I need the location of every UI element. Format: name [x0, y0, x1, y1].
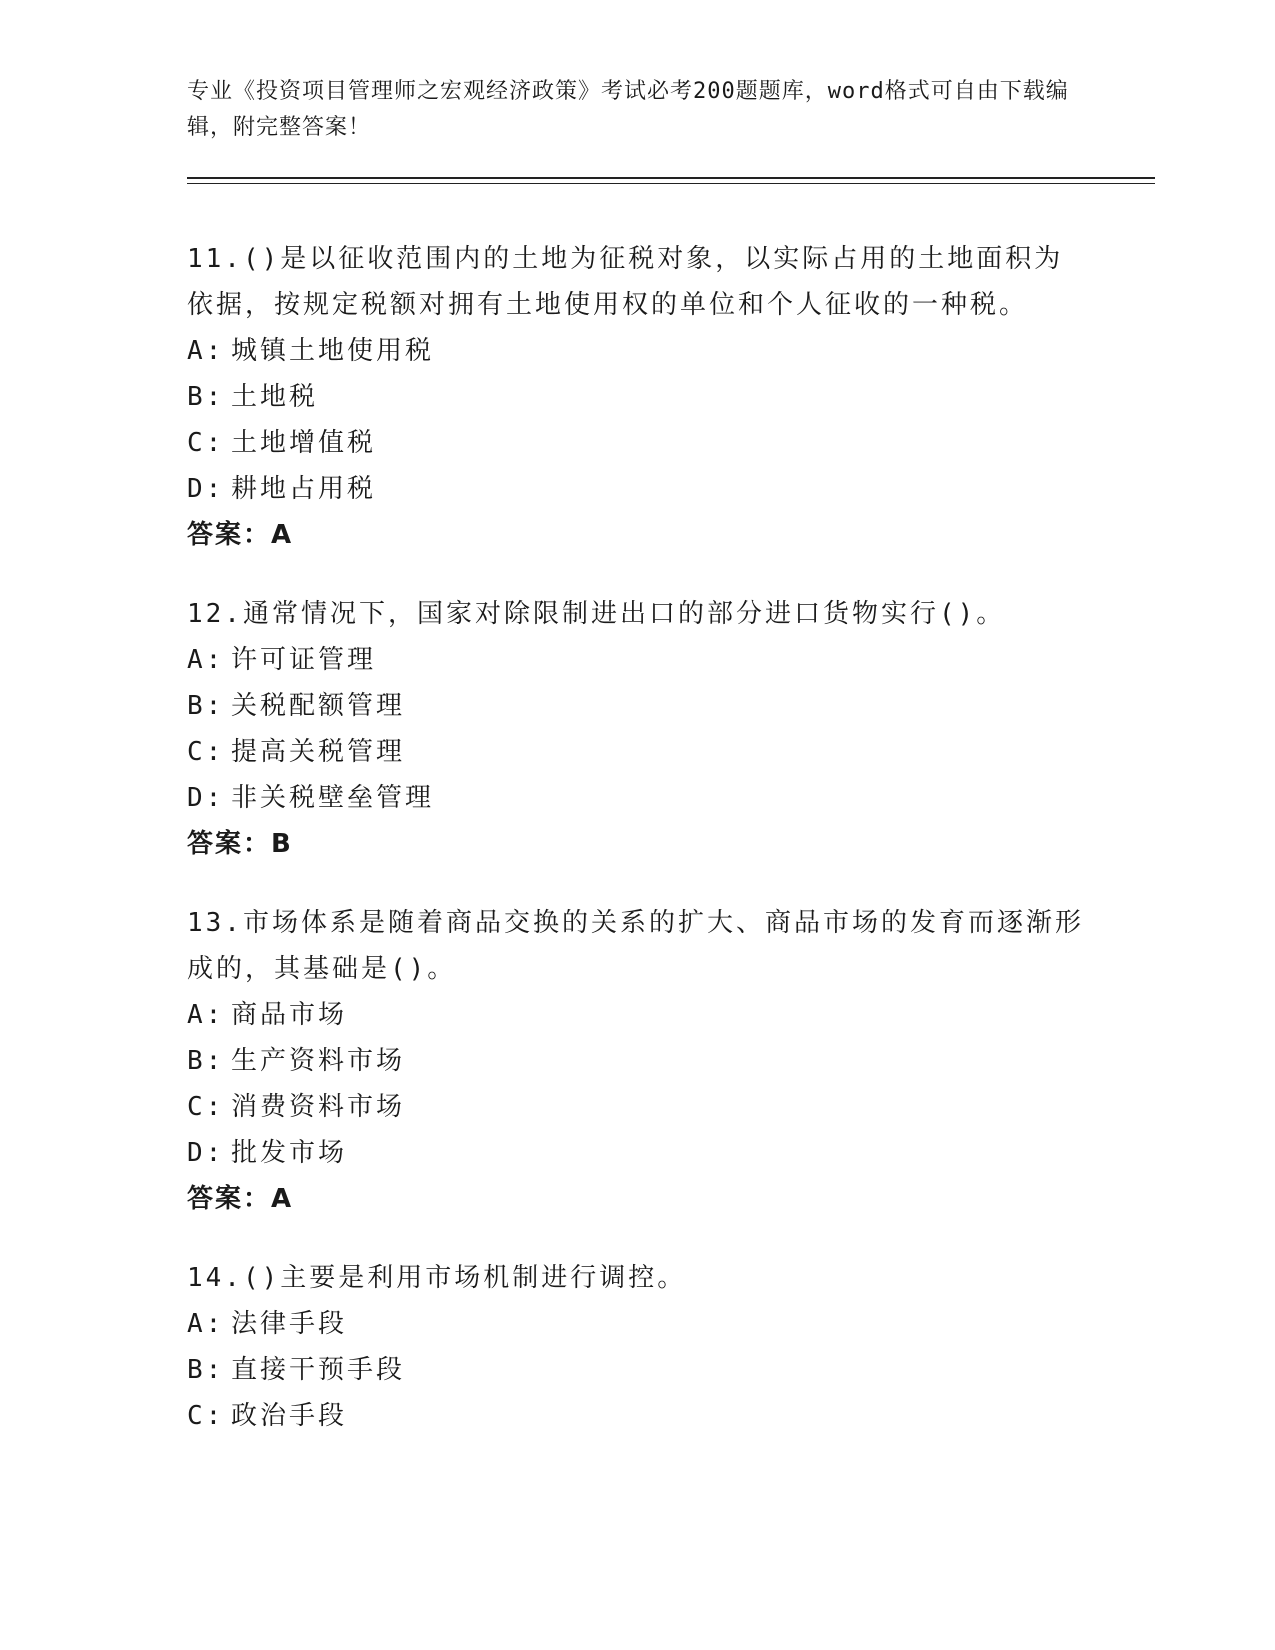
option-letter: B:: [187, 1355, 225, 1385]
option-text: 商品市场: [231, 1000, 348, 1030]
option-d: [187, 1130, 1087, 1176]
option-letter: C:: [187, 737, 225, 767]
question-11: [187, 236, 1087, 558]
option-text: 提高关税管理: [231, 737, 406, 767]
option-text: 城镇土地使用税: [231, 336, 435, 366]
option-c: [187, 420, 1087, 466]
answer-line: 答案：B: [187, 829, 293, 859]
option-text: 关税配额管理: [231, 691, 406, 721]
option-c: [187, 1084, 1087, 1130]
option-text: 生产资料市场: [231, 1046, 406, 1076]
option-b: [187, 1038, 1087, 1084]
question-list: [187, 236, 1087, 1472]
option-c: [187, 1393, 1087, 1439]
option-text: 批发市场: [231, 1138, 348, 1168]
option-letter: D:: [187, 474, 225, 504]
option-text: 政治手段: [231, 1401, 348, 1431]
option-a: [187, 637, 1087, 683]
option-b: [187, 683, 1087, 729]
question-stem: 12.通常情况下，国家对除限制进出口的部分进口货物实行()。: [187, 599, 1006, 629]
option-letter: A:: [187, 336, 225, 366]
header-rule-thin: [187, 183, 1155, 184]
question-12: [187, 591, 1087, 867]
option-b: [187, 374, 1087, 420]
answer-line: 答案：A: [187, 520, 294, 550]
answer-line: 答案：A: [187, 1184, 294, 1214]
option-text: 直接干预手段: [231, 1355, 406, 1385]
option-letter: C:: [187, 428, 225, 458]
option-letter: C:: [187, 1092, 225, 1122]
question-stem: 13.市场体系是随着商品交换的关系的扩大、商品市场的发育而逐渐形成的，其基础是()。: [187, 908, 1084, 984]
option-text: 许可证管理: [231, 645, 377, 675]
option-text: 耕地占用税: [231, 474, 377, 504]
option-text: 非关税壁垒管理: [231, 783, 435, 813]
option-a: [187, 328, 1087, 374]
option-letter: B:: [187, 691, 225, 721]
option-letter: B:: [187, 1046, 225, 1076]
header-rule-thick: [187, 177, 1155, 179]
option-b: [187, 1347, 1087, 1393]
option-letter: D:: [187, 1138, 225, 1168]
option-letter: D:: [187, 783, 225, 813]
option-a: [187, 1301, 1087, 1347]
option-letter: A:: [187, 1309, 225, 1339]
option-a: [187, 992, 1087, 1038]
option-d: [187, 775, 1087, 821]
question-stem: 14.()主要是利用市场机制进行调控。: [187, 1263, 687, 1293]
option-text: 法律手段: [231, 1309, 348, 1339]
question-14: [187, 1255, 1087, 1439]
question-13: [187, 900, 1087, 1222]
question-stem: 11.()是以征收范围内的土地为征税对象，以实际占用的土地面积为依据，按规定税额对拥有土地使用权的单位和个人征收的一种税。: [187, 244, 1064, 320]
option-letter: A:: [187, 645, 225, 675]
option-text: 土地税: [231, 382, 319, 412]
option-d: [187, 466, 1087, 512]
option-letter: B:: [187, 382, 225, 412]
document-header: 专业《投资项目管理师之宏观经济政策》考试必考200题题库，word格式可自由下载编辑，附完整答案！: [187, 79, 1069, 140]
option-letter: C:: [187, 1401, 225, 1431]
option-letter: A:: [187, 1000, 225, 1030]
option-text: 消费资料市场: [231, 1092, 406, 1122]
option-c: [187, 729, 1087, 775]
option-text: 土地增值税: [231, 428, 377, 458]
